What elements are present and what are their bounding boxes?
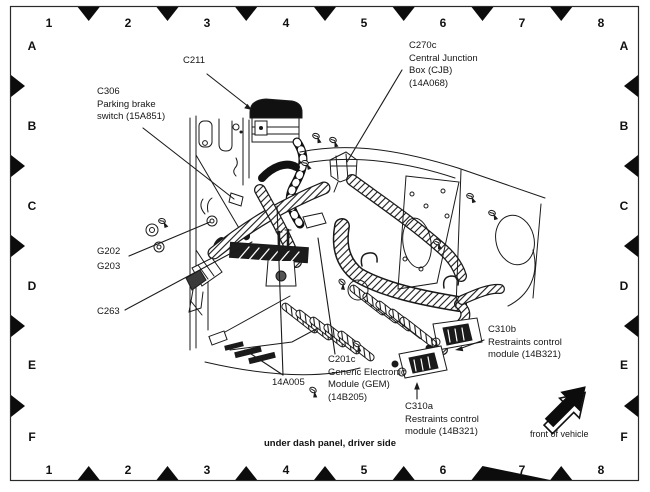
- grid-row-label-left-d: D: [27, 279, 37, 293]
- callout-line: Box (CJB): [409, 65, 453, 76]
- grid-row-label-right-b: B: [619, 119, 629, 133]
- grid-tick-icon: [550, 466, 572, 480]
- callout-14a005: [272, 377, 305, 390]
- grid-tick-icon: [11, 235, 25, 257]
- callout-line: C310a: [405, 401, 433, 412]
- grid-col-label-bottom-2: 2: [124, 463, 132, 477]
- grid-tick-icon: [78, 7, 100, 21]
- grid-tick-icon: [11, 155, 25, 177]
- callout-line: (14A068): [409, 77, 449, 89]
- grid-tick-icon: [624, 395, 638, 417]
- grid-row-label-right-f: F: [620, 430, 628, 444]
- grid-tick-icon: [393, 466, 415, 480]
- module-c310b: [426, 318, 482, 351]
- grid-col-label-bottom-4: 4: [282, 463, 290, 477]
- grid-tick-icon: [235, 7, 257, 21]
- relay-tag: [303, 213, 326, 228]
- grid-col-label-bottom-7: 7: [518, 463, 526, 477]
- grid-tick-icon: [624, 235, 638, 257]
- grid-col-label-top-8: 8: [597, 16, 605, 30]
- grid-tick-icon: [157, 7, 179, 21]
- callout-line: module (14B321): [488, 349, 561, 360]
- grid-tick-icon: [472, 466, 562, 480]
- callout-line: switch (15A851): [97, 111, 166, 122]
- grid-tick-icon: [314, 466, 336, 480]
- grid-tick-icon: [624, 75, 638, 97]
- grid-tick-icon: [393, 7, 415, 21]
- grid-row-label-right-e: E: [619, 358, 629, 372]
- grid-tick-icon: [624, 155, 638, 177]
- grid-col-label-top-7: 7: [518, 16, 526, 30]
- grid-col-label-bottom-5: 5: [360, 463, 368, 477]
- callout-line: C263: [97, 306, 120, 317]
- grid-col-label-bottom-3: 3: [203, 463, 211, 477]
- grid-tick-icon: [157, 466, 179, 480]
- grid-col-label-bottom-8: 8: [597, 463, 605, 477]
- grid-col-label-top-3: 3: [203, 16, 211, 30]
- callout-c310a: [405, 401, 479, 439]
- callout-c306: [97, 86, 165, 124]
- grid-tick-icon: [11, 75, 25, 97]
- callout-line: Central Junction: [409, 52, 478, 64]
- grid-col-label-top-4: 4: [282, 16, 290, 30]
- grid-row-label-left-a: A: [27, 39, 37, 53]
- grid-row-label-right-a: A: [619, 39, 629, 53]
- grid-row-label-left-b: B: [27, 119, 37, 133]
- callout-c201c: [328, 354, 406, 404]
- callout-line: G203: [97, 261, 121, 272]
- callout-line: Restraints control: [405, 413, 479, 425]
- grid-col-label-bottom-1: 1: [45, 463, 53, 477]
- grid-col-label-top-1: 1: [45, 16, 53, 30]
- callout-c310b: [488, 324, 562, 362]
- grid-row-label-left-f: F: [28, 430, 36, 444]
- grid-row-label-left-c: C: [27, 199, 37, 213]
- callout-line: Module (GEM): [328, 379, 390, 390]
- callout-line: C306: [97, 86, 120, 97]
- callout-line: Parking brake: [97, 98, 156, 110]
- grid-tick-icon: [472, 7, 494, 21]
- front-of-vehicle-label: front of vehicle: [530, 429, 589, 439]
- c263-connector: [186, 258, 222, 312]
- callout-line: Restraints control: [488, 336, 562, 348]
- grid-tick-icon: [11, 395, 25, 417]
- callout-line: C270c: [409, 40, 437, 51]
- callout-line: 14A005: [272, 377, 305, 388]
- callout-c263: [97, 306, 120, 319]
- grid-tick-icon: [314, 7, 336, 21]
- grid-tick-icon: [78, 466, 100, 480]
- kick-panel: [398, 176, 459, 289]
- grid-tick-icon: [624, 315, 638, 337]
- grid-col-label-top-6: 6: [439, 16, 447, 30]
- callout-line: C201c: [328, 354, 356, 365]
- callout-line: C310b: [488, 324, 516, 335]
- grid-tick-icon: [11, 315, 25, 337]
- grid-col-label-top-5: 5: [360, 16, 368, 30]
- callout-line: C211: [183, 55, 206, 66]
- callout-g202-g203: [97, 244, 120, 274]
- callout-line: G202: [97, 246, 121, 257]
- diagram-caption: under dash panel, driver side: [264, 438, 396, 449]
- grid-col-label-top-2: 2: [124, 16, 132, 30]
- grid-tick-icon: [235, 466, 257, 480]
- callout-c270c: [409, 40, 478, 90]
- grid-row-label-right-d: D: [619, 279, 629, 293]
- grid-row-label-right-c: C: [619, 199, 629, 213]
- grid-row-label-left-e: E: [27, 358, 37, 372]
- callout-c211: [183, 55, 205, 68]
- callout-line: module (14B321): [405, 426, 478, 437]
- grid-tick-icon: [550, 7, 572, 21]
- callout-line: (14B205): [328, 391, 368, 403]
- grid-col-label-bottom-6: 6: [439, 463, 447, 477]
- callout-line: Generic Electronic: [328, 366, 406, 378]
